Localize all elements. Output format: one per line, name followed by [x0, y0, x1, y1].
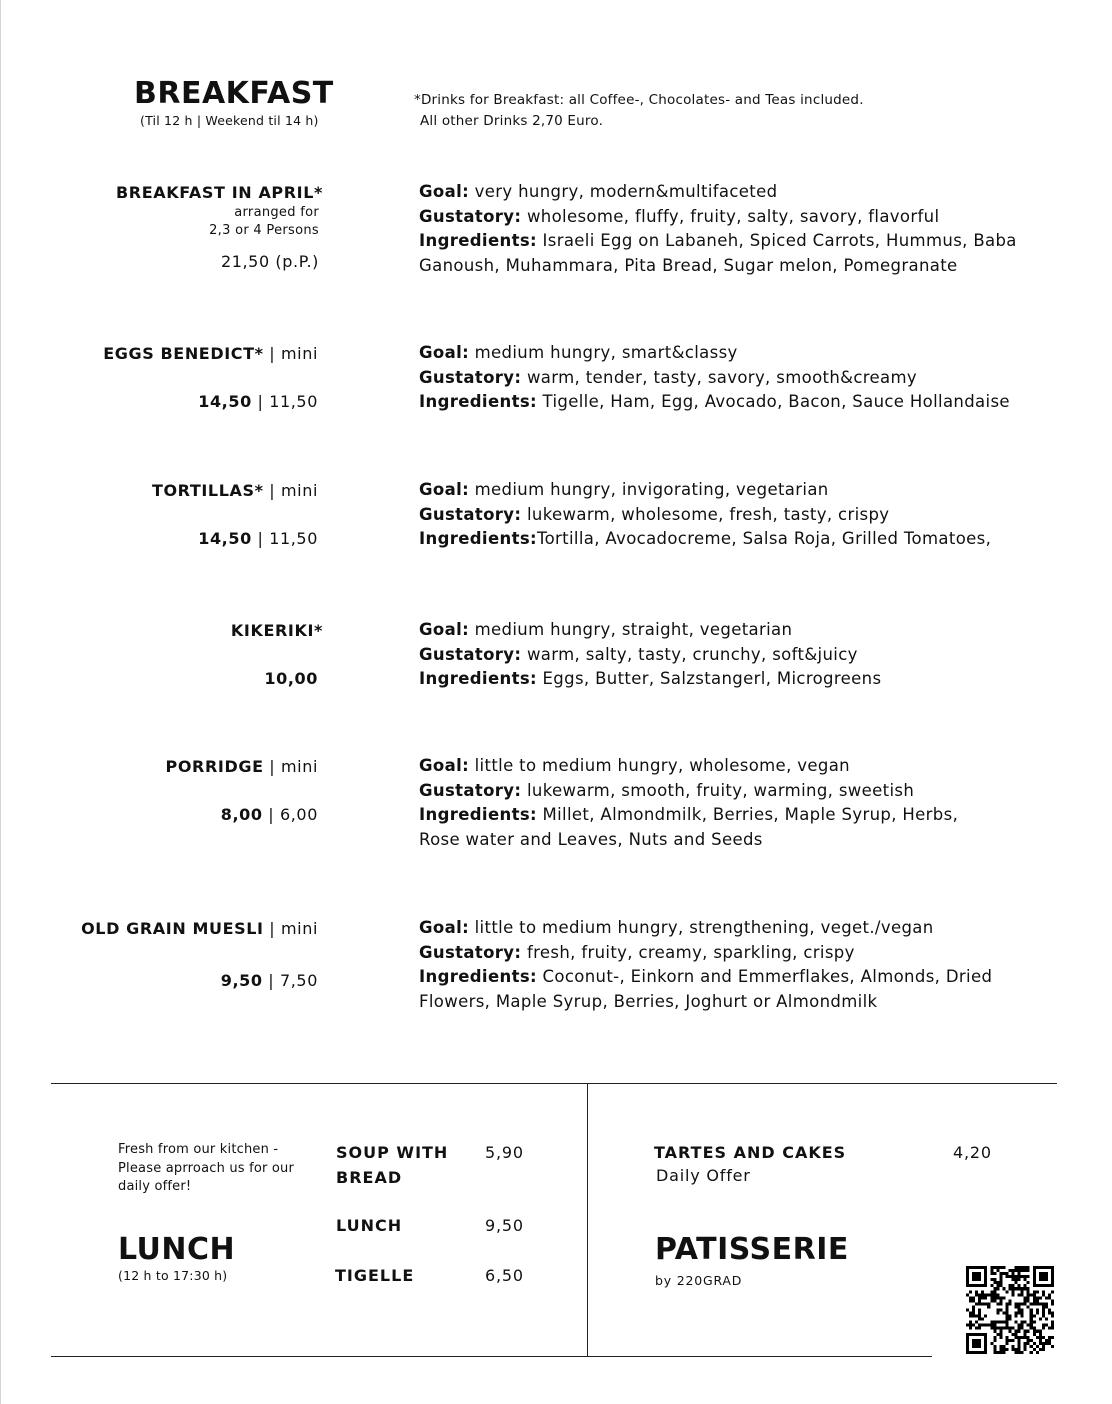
item-name: OLD GRAIN MUESLI | mini — [81, 919, 318, 938]
drinks-note-line-1: *Drinks for Breakfast: all Coffee-, Chocolates- and Teas included. — [414, 92, 864, 108]
ingredients-line-2: Flowers, Maple Syrup, Berries, Joghurt or Almondmilk — [419, 992, 878, 1012]
ingredients-line: Ingredients: Millet, Almondmilk, Berries, Maple Syrup, Herbs, — [419, 805, 959, 825]
menu-item-tortillas — [152, 480, 318, 548]
item-name: EGGS BENEDICT* | mini — [103, 344, 318, 363]
item-price: 8,00 | 6,00 — [220, 805, 318, 824]
patisserie-item-sub: Daily Offer — [656, 1166, 751, 1185]
item-description — [419, 478, 991, 552]
breakfast-heading: BREAKFAST — [134, 76, 334, 111]
item-description — [419, 618, 881, 692]
divider-top — [51, 1083, 1057, 1084]
ingredients-line-2: Rose water and Leaves, Nuts and Seeds — [419, 830, 763, 850]
patisserie-heading: PATISSERIE — [655, 1232, 849, 1267]
gustatory-line: Gustatory: lukewarm, wholesome, fresh, tasty, crispy — [419, 504, 890, 524]
patisserie-item-price: 4,20 — [953, 1143, 992, 1162]
ingredients-line-2: Ganoush, Muhammara, Pita Bread, Sugar melon, Pomegranate — [419, 256, 958, 276]
ingredients-line: Ingredients:Tortilla, Avocadocreme, Salsa Roja, Grilled Tomatoes, — [419, 529, 992, 549]
breakfast-hours: (Til 12 h | Weekend til 14 h) — [140, 113, 319, 128]
goal-line: Goal: medium hungry, invigorating, vegetarian — [419, 480, 829, 499]
item-description — [419, 916, 992, 1015]
lunch-item-name: SOUP WITH — [336, 1143, 449, 1162]
lunch-item-price: 9,50 — [485, 1216, 524, 1235]
item-arrangement: arranged for — [234, 205, 319, 220]
gustatory-line: Gustatory: warm, tender, tasty, savory, smooth&creamy — [419, 367, 918, 387]
goal-line: Goal: little to medium hungry, strengthening, veget./vegan — [419, 918, 934, 937]
item-persons: 2,3 or 4 Persons — [209, 223, 319, 238]
gustatory-line: Gustatory: warm, salty, tasty, crunchy, soft&juicy — [419, 644, 858, 664]
goal-line: Goal: medium hungry, smart&classy — [419, 343, 738, 362]
drinks-note-line-2: All other Drinks 2,70 Euro. — [420, 113, 604, 129]
item-description — [419, 341, 1010, 415]
goal-line: Goal: medium hungry, straight, vegetarian — [419, 620, 793, 639]
lunch-note-line-1: Fresh from our kitchen - — [118, 1142, 279, 1157]
menu-item-breakfast-in-april — [116, 182, 323, 271]
divider-vertical — [587, 1083, 588, 1356]
lunch-item-name-2: BREAD — [336, 1168, 403, 1187]
patisserie-byline: by 220GRAD — [655, 1273, 743, 1288]
lunch-heading: LUNCH — [118, 1232, 236, 1267]
gustatory-line: Gustatory: lukewarm, smooth, fruity, warming, sweetish — [419, 780, 915, 800]
item-price: 14,50 | 11,50 — [198, 529, 318, 548]
item-price: 21,50 (p.P.) — [220, 252, 319, 271]
item-price: 9,50 | 7,50 — [220, 971, 318, 990]
item-price: 10,00 — [264, 669, 318, 688]
lunch-note-line-3: daily offer! — [118, 1179, 192, 1194]
item-name: KIKERIKI* — [230, 621, 323, 640]
lunch-item-tigelle: TIGELLE — [335, 1266, 415, 1285]
page-edge — [0, 0, 1, 1404]
patisserie-item-name: TARTES AND CAKES — [654, 1143, 847, 1162]
menu-item-kikeriki — [231, 620, 323, 688]
item-name: PORRIDGE | mini — [165, 757, 318, 776]
divider-bottom — [51, 1356, 932, 1357]
ingredients-line: Ingredients: Israeli Egg on Labaneh, Spiced Carrots, Hummus, Baba — [419, 231, 1017, 251]
item-price: 14,50 | 11,50 — [198, 392, 318, 411]
menu-item-porridge — [166, 756, 318, 824]
lunch-hours: (12 h to 17:30 h) — [118, 1268, 228, 1283]
item-description — [419, 754, 958, 853]
item-name: TORTILLAS* | mini — [151, 481, 318, 500]
lunch-note-line-2: Please aprroach us for our — [118, 1160, 295, 1176]
qr-code-icon — [966, 1266, 1054, 1354]
lunch-item-price: 5,90 — [485, 1143, 524, 1162]
ingredients-line: Ingredients: Tigelle, Ham, Egg, Avocado, Bacon, Sauce Hollandaise — [419, 392, 1010, 412]
breakfast-drinks-note — [414, 90, 864, 132]
goal-line: Goal: little to medium hungry, wholesome, vegan — [419, 756, 850, 775]
goal-line: Goal: very hungry, modern&multifaceted — [419, 182, 778, 201]
lunch-item-price: 6,50 — [485, 1266, 524, 1285]
lunch-item-lunch: LUNCH — [336, 1216, 403, 1235]
gustatory-line: Gustatory: fresh, fruity, creamy, sparkling, crispy — [419, 942, 855, 962]
ingredients-line: Ingredients: Coconut-, Einkorn and Emmerflakes, Almonds, Dried — [419, 967, 993, 987]
item-name: BREAKFAST IN APRIL* — [116, 183, 323, 202]
lunch-item-soup-with-bread — [336, 1140, 448, 1190]
gustatory-line: Gustatory: wholesome, fluffy, fruity, salty, savory, flavorful — [419, 206, 940, 226]
ingredients-line: Ingredients: Eggs, Butter, Salzstangerl, Microgreens — [419, 669, 882, 689]
menu-item-old-grain-muesli — [81, 918, 318, 990]
item-description — [419, 180, 1017, 279]
menu-item-eggs-benedict — [103, 343, 318, 411]
lunch-note — [118, 1141, 294, 1197]
